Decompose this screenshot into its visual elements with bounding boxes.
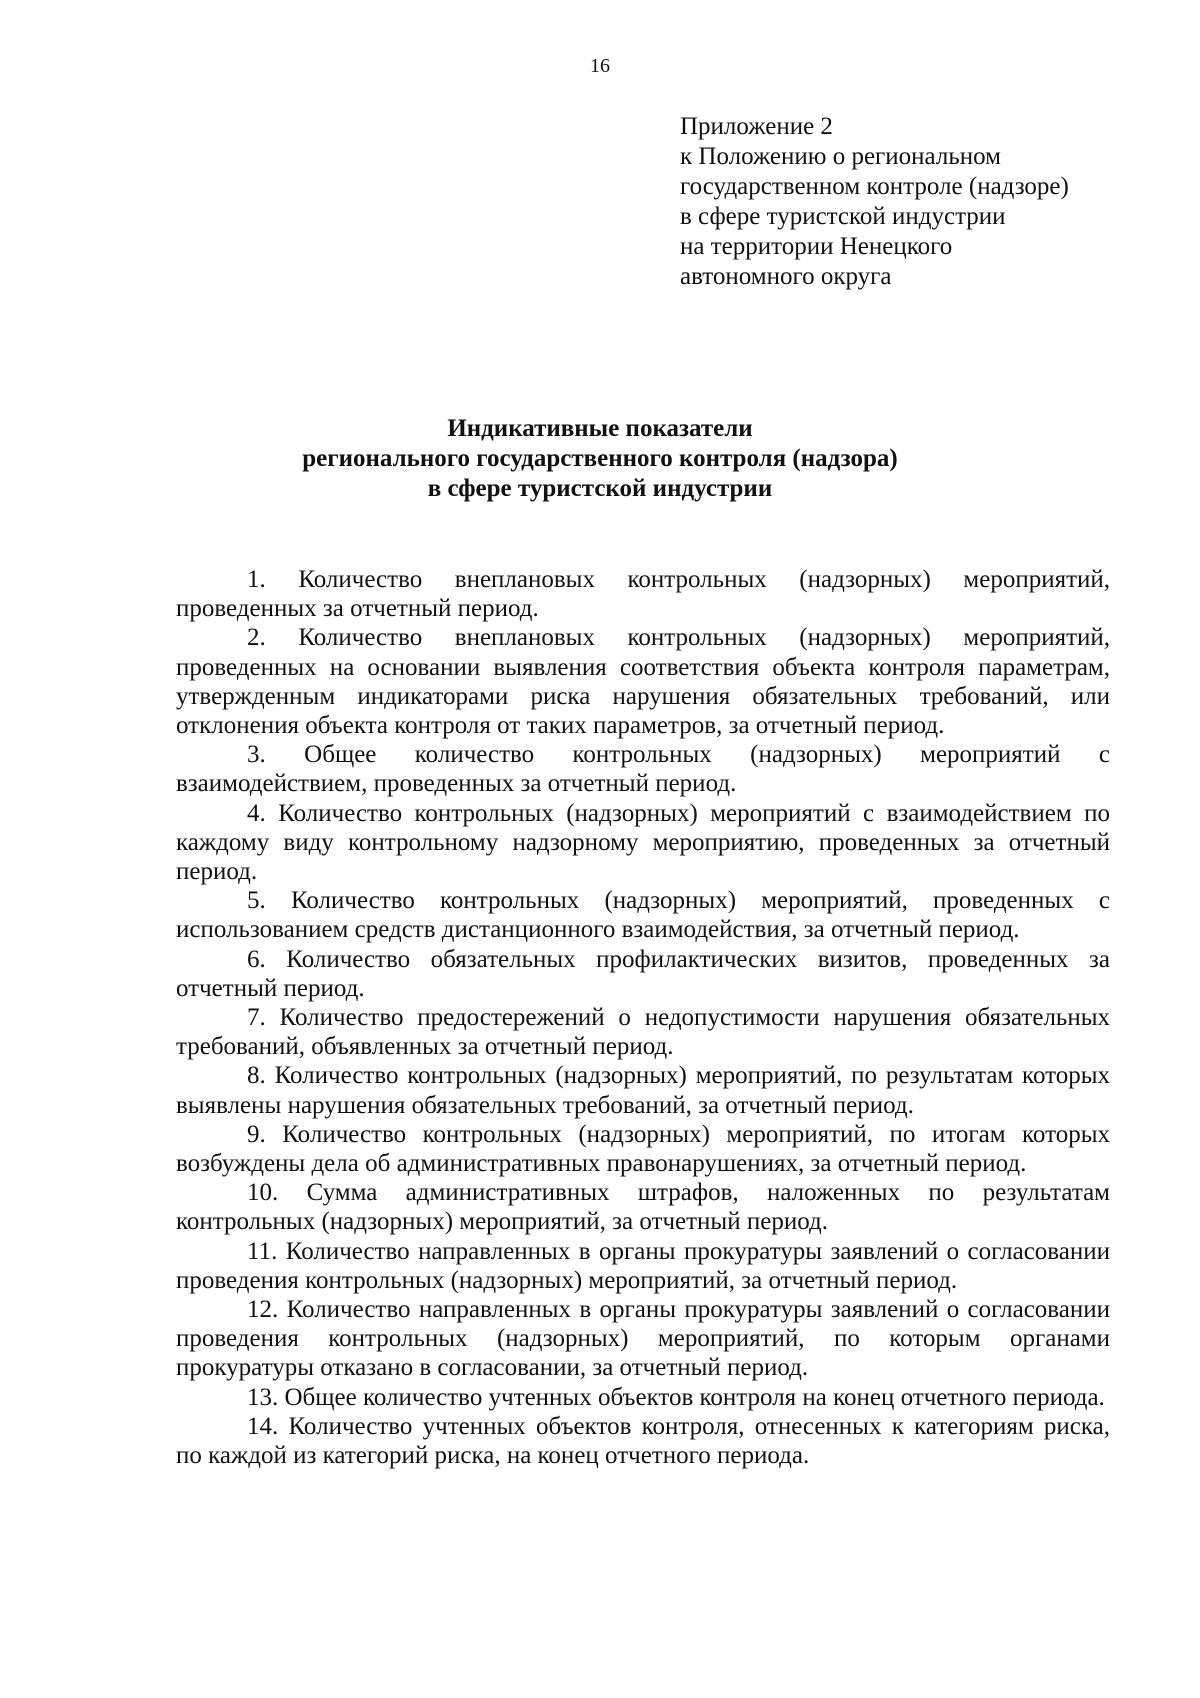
item-number: 1. — [247, 566, 266, 593]
list-item — [176, 1120, 1110, 1178]
appendix-line: на территории Ненецкого — [680, 233, 953, 260]
item-text: Количество направленных в органы прокуратуры заявлений о согласовании проведения контрольных (надзорных) мероприятий, за отчетный период. — [176, 1237, 1111, 1294]
item-number: 11. — [247, 1237, 278, 1265]
title-line: Индикативные показатели — [447, 415, 753, 442]
item-text: Количество внеплановых контрольных (надзорных) мероприятий, проведенных на основании выявления соответствия объекта контроля параметрам, утвержденным индикаторами риска нарушения обязательных требований, или отклонения объекта контроля от таких параметров, за отчетный период. — [176, 624, 1111, 740]
item-number: 14. — [247, 1412, 279, 1440]
list-item — [176, 1237, 1110, 1295]
item-text: Общее количество контрольных (надзорных) мероприятий с взаимодействием, проведенных за отчетный период. — [176, 741, 1110, 798]
item-text: Сумма административных штрафов, наложенных по результатам контрольных (надзорных) мероприятий, за отчетный период. — [176, 1179, 1110, 1236]
item-number: 4. — [247, 799, 266, 827]
item-number: 6. — [247, 945, 266, 973]
page-number: 16 — [590, 55, 610, 77]
item-number: 2. — [247, 624, 266, 652]
item-number: 9. — [247, 1120, 266, 1148]
appendix-line: государственном контроле (надзоре) — [680, 173, 1069, 200]
appendix-line: к Положению о региональном — [680, 143, 1001, 170]
appendix-line: в сфере туристской индустрии — [680, 203, 1006, 230]
item-text: Количество учтенных объектов контроля, отнесенных к категориям риска, по каждой из категорий риска, на конец отчетного периода. — [176, 1412, 1110, 1470]
list-item — [176, 1412, 1110, 1470]
item-text: Количество предостережений о недопустимости нарушения обязательных требований, объявленных за отчетный период. — [176, 1004, 1111, 1061]
list-item — [176, 799, 1110, 887]
item-number: 12. — [247, 1296, 279, 1324]
item-number: 10. — [247, 1179, 279, 1207]
list-item — [176, 1383, 1110, 1412]
indicator-list — [176, 565, 1110, 1470]
item-text: Количество контрольных (надзорных) мероприятий, по результатам которых выявлены нарушения обязательных требований, за отчетный период. — [176, 1062, 1111, 1119]
appendix-line: автономного округа — [680, 263, 892, 290]
item-number: 8. — [247, 1062, 266, 1090]
item-text: Количество обязательных профилактических визитов, проведенных за отчетный период. — [176, 945, 1110, 1002]
list-item — [176, 623, 1110, 740]
title-line: в сфере туристской индустрии — [427, 475, 773, 502]
list-item — [176, 565, 1110, 623]
item-text: Общее количество учтенных объектов контроля на конец отчетного периода. — [284, 1383, 1105, 1411]
item-number: 3. — [247, 741, 266, 769]
item-number: 13. — [247, 1383, 279, 1411]
item-text: Количество внеплановых контрольных (надзорных) мероприятий, проведенных за отчетный период. — [176, 566, 1111, 623]
list-item — [176, 945, 1110, 1003]
title-line: регионального государственного контроля (надзора) — [302, 445, 898, 472]
item-text: Количество направленных в органы прокуратуры заявлений о согласовании проведения контрольных (надзорных) мероприятий, по которым органами прокуратуры отказано в согласовании, за отчетный период. — [176, 1296, 1111, 1382]
list-item — [176, 1178, 1110, 1236]
item-number: 7. — [247, 1004, 266, 1032]
item-text: Количество контрольных (надзорных) мероприятий, проведенных с использованием средств дистанционного взаимодействия, за отчетный период. — [176, 887, 1110, 944]
list-item — [176, 740, 1110, 798]
item-number: 5. — [247, 887, 266, 915]
list-item — [176, 1003, 1110, 1061]
list-item — [176, 1295, 1110, 1383]
appendix-block — [680, 112, 1150, 292]
item-text: Количество контрольных (надзорных) мероприятий, по итогам которых возбуждены дела об административных правонарушениях, за отчетный период. — [176, 1120, 1110, 1178]
item-text: Количество контрольных (надзорных) мероприятий с взаимодействием по каждому виду контрольному надзорному мероприятию, проведенных за отчетный период. — [176, 799, 1110, 886]
document-title — [0, 414, 1200, 504]
appendix-line: Приложение 2 — [680, 113, 833, 140]
list-item — [176, 1061, 1110, 1119]
list-item — [176, 886, 1110, 944]
